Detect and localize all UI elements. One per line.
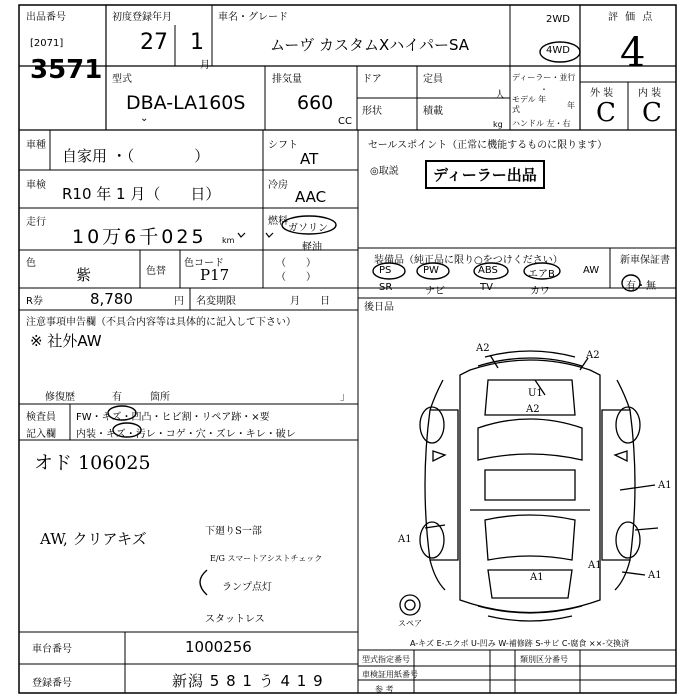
mileage-label: 走行 <box>26 217 46 228</box>
usage-value: 自家用 ・（ ） <box>62 147 210 165</box>
fuel-value: ガソリン <box>288 223 328 234</box>
capacity-unit: 人 <box>495 90 505 101</box>
cert-number-label: 車検証用紙番号 <box>362 670 418 679</box>
damage-mark: A1 <box>398 534 412 545</box>
model-grade-label: 車名・グレード <box>218 12 288 23</box>
exterior-grade: C <box>596 98 616 128</box>
chassis-number: 1000256 <box>185 638 252 656</box>
type-designation-label: 型式指定番号 <box>362 655 410 664</box>
color-change-label: 色替 <box>146 266 166 277</box>
first-registration-month: 1 <box>190 30 204 55</box>
type-value: DBA-LA160S <box>126 92 246 114</box>
lot-number-label: 出品番号 <box>26 12 66 23</box>
handwritten-note-4: スタットレス <box>205 614 265 625</box>
chassis-number-label: 車台番号 <box>32 644 72 655</box>
first-registration-label: 初度登録年月 <box>112 12 172 23</box>
manual-item: ◎取説 <box>370 166 399 177</box>
color-label: 色 <box>26 258 36 269</box>
displacement-label: 排気量 <box>272 74 302 85</box>
mileage-unit: km <box>222 236 235 245</box>
handle-label: ハンドル 左・右 <box>512 119 571 128</box>
ac-value: AAC <box>295 188 327 206</box>
damage-mark: A1 <box>530 572 544 583</box>
rear-items-label: 後日品 <box>364 302 394 313</box>
color-code-value: P17 <box>200 266 230 284</box>
color-code-paren: （ ） <box>276 272 316 283</box>
ac-label: 冷房 <box>268 180 288 191</box>
notes-text: ※ 社外AW <box>30 332 102 350</box>
damage-mark: A1 <box>648 570 662 581</box>
drive-2wd: 2WD <box>546 14 570 25</box>
equip-navi: ナビ <box>425 286 445 297</box>
warranty-label: 新車保証書 <box>620 255 670 266</box>
handwritten-aw-note: AW, クリアキズ <box>40 530 147 548</box>
damage-mark: A1 <box>588 560 602 571</box>
registration-number-label: 登録番号 <box>32 678 72 689</box>
first-registration-year: 27 <box>140 30 168 55</box>
inspection-label: 車検 <box>26 180 46 191</box>
inspector-row-2: 内装・キズ・汚レ・コゲ・穴・ズレ・キレ・破レ <box>76 429 296 440</box>
damage-legend: A-キズ E-エクボ U-凹み W-補修跡 S-サビ C-腐食 ××-交換済 <box>410 639 630 648</box>
repair-mark: 」 <box>340 392 350 403</box>
color-code-label: 色コード <box>184 258 224 269</box>
year-unit: 年 <box>567 101 575 110</box>
equip-pw: PW <box>423 265 439 276</box>
equip-abs: ABS <box>478 265 498 276</box>
equip-tv: TV <box>480 282 493 293</box>
equip-leather: カワ <box>530 286 550 297</box>
load-label: 積載 <box>423 106 443 117</box>
shift-label: シフト <box>268 140 298 151</box>
inspector-label-1: 検査員 <box>26 412 56 423</box>
notes-label: 注意事項申告欄（不具合内容等は具体的に記入して下さい） <box>26 317 296 328</box>
dealer-dot: ・ <box>540 85 548 94</box>
repair-history-value: 有 <box>112 392 122 403</box>
shape-label: 形状 <box>362 106 382 117</box>
handwritten-odometer: オド 106025 <box>34 452 151 474</box>
warranty-value <box>626 277 656 292</box>
damage-mark: A2 <box>476 343 490 354</box>
repair-location-label: 箇所 <box>150 392 170 403</box>
usage-label: 車種 <box>26 140 46 151</box>
month-unit: 月 <box>200 60 210 71</box>
equipment-label: 装備品（純正品に限り○をつけください） <box>374 255 563 266</box>
spare-label: スペア <box>398 619 422 628</box>
interior-grade: C <box>642 98 662 128</box>
model-year-label: モデル 年式 <box>512 95 547 114</box>
color-value: 紫 <box>76 266 92 284</box>
registration-number: 新潟 5 8 1 う 4 1 9 <box>172 672 324 690</box>
name-change-value: 月 日 <box>290 296 330 307</box>
fuel-alt: 軽油 <box>302 242 322 253</box>
exterior-label: 外 装 <box>590 88 614 99</box>
warranty-yes: 有 <box>626 281 636 292</box>
reference-label: 参 考 <box>375 685 394 694</box>
recycle-value: 8,780 <box>90 290 133 308</box>
equip-airbag: エアB <box>528 269 555 280</box>
lot-code: [2071] <box>30 38 64 49</box>
load-unit: kg <box>493 120 503 129</box>
type-mark: ⌄ <box>140 113 149 124</box>
score-label: 評 価 点 <box>608 12 655 23</box>
dealer-label: ディーラー・並行 <box>512 73 576 82</box>
inspector-row-1: FW・キズ・凹凸・ヒビ割・リペア跡・×要 <box>76 412 270 423</box>
handwritten-note-3: ランプ点灯 <box>222 582 272 593</box>
yen-unit: 円 <box>174 296 184 307</box>
damage-mark: A1 <box>658 480 672 491</box>
equip-sr: SR <box>379 282 393 293</box>
handwritten-note-2: E/G スマートアシストチェック <box>210 554 323 563</box>
fuel-paren: （ ） <box>276 258 316 269</box>
equip-ps: PS <box>379 265 392 276</box>
capacity-label: 定員 <box>423 74 443 85</box>
mileage-value: 10万6千025 <box>72 226 207 248</box>
handwritten-note-1: 下廻りS一部 <box>205 526 262 537</box>
name-change-label: 名変期限 <box>196 296 236 307</box>
fuel-label: 燃料 <box>268 216 288 227</box>
damage-mark: U1 <box>528 388 543 399</box>
type-label: 型式 <box>112 74 132 85</box>
recycle-label: R券 <box>26 296 43 307</box>
dealer-badge: ディーラー出品 <box>425 160 545 189</box>
score-value: 4 <box>620 30 646 76</box>
damage-mark: A2 <box>526 404 540 415</box>
inspector-label-2: 記入欄 <box>26 429 56 440</box>
interior-label: 内 装 <box>638 88 662 99</box>
model-grade: ムーヴ カスタムXハイパーSA <box>270 36 470 54</box>
lot-number: 3571 <box>30 55 103 85</box>
displacement-value: 660 <box>297 92 334 114</box>
repair-history-label: 修復歴 <box>45 392 75 403</box>
sales-points-label: セールスポイント（正常に機能するものに限ります） <box>368 140 608 151</box>
shift-value: AT <box>300 150 319 168</box>
inspection-value: R10 年 1 月（ 日） <box>62 185 221 203</box>
drive-4wd: 4WD <box>546 45 570 56</box>
warranty-rest: ・無 <box>636 281 656 292</box>
door-label: ドア <box>362 74 382 85</box>
displacement-unit: CC <box>338 116 352 127</box>
equip-aw: AW <box>583 265 600 276</box>
class-number-label: 類別区分番号 <box>520 655 568 664</box>
damage-mark: A2 <box>586 350 600 361</box>
